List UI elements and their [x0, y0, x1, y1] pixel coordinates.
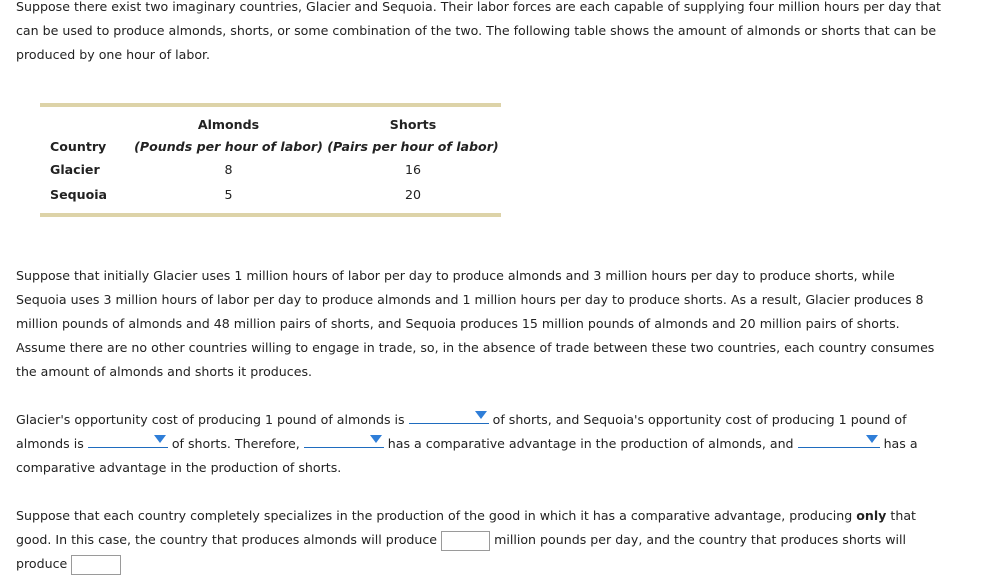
row-almonds: 8 — [224, 162, 233, 177]
table-row — [40, 157, 501, 182]
q1-text-b: of shorts, and Sequoia's opportunity cost of producing 1 pound of almonds is — [16, 412, 907, 451]
row-shorts: 16 — [404, 162, 422, 177]
chevron-down-icon — [866, 435, 878, 443]
question-comparative-advantage — [16, 408, 946, 480]
table-bottom-rule — [40, 213, 501, 217]
production-table — [40, 103, 501, 217]
row-country: Glacier — [50, 162, 100, 177]
row-country: Sequoia — [50, 187, 108, 202]
q1-text-d: has a comparative advantage in the production of almonds, and — [387, 436, 794, 451]
chevron-down-icon — [154, 435, 166, 443]
sequoia-opportunity-cost-dropdown[interactable] — [88, 433, 168, 448]
chevron-down-icon — [370, 435, 382, 443]
q2-text-a: Suppose that each country completely specializes in the production of the good in which it has a comparative advantage, producing — [16, 508, 853, 523]
q1-text-e: has a comparative advantage in the production of shorts. — [16, 436, 918, 475]
shorts-advantage-country-dropdown[interactable] — [798, 433, 880, 448]
q2-emphasis: only — [856, 508, 887, 523]
chevron-down-icon — [475, 411, 487, 419]
shorts-production-input[interactable] — [71, 555, 121, 575]
table-row — [40, 182, 501, 213]
q1-text-c: of shorts. Therefore, — [171, 436, 300, 451]
almonds-advantage-country-dropdown[interactable] — [304, 433, 384, 448]
header-almonds-unit: (Pounds per hour of labor) — [134, 138, 323, 154]
glacier-opportunity-cost-dropdown[interactable] — [409, 409, 489, 424]
header-country: Country — [50, 138, 107, 154]
almonds-production-input[interactable] — [441, 531, 490, 551]
q2-text-b: that good. In this case, the country that produces almonds will produce — [16, 508, 916, 547]
row-almonds: 5 — [224, 187, 233, 202]
q2-text-c: million pounds per day, and the country that produces shorts will produce — [16, 532, 907, 571]
header-almonds: Almonds — [197, 116, 260, 132]
question-specialization — [16, 504, 946, 576]
header-shorts: Shorts — [389, 116, 437, 132]
intro-paragraph: Suppose there exist two imaginary countries, Glacier and Sequoia. Their labor forces are each capable of supplying four million hours per day that can be used to produce almonds, shorts, or some combination of the two. The following table shows the amount of almonds or shorts that can be produced by one hour of labor. — [16, 0, 941, 62]
header-shorts-unit: (Pairs per hour of labor) — [327, 138, 499, 154]
q1-text-a: Glacier's opportunity cost of producing 1 pound of almonds is — [16, 412, 405, 427]
row-shorts: 20 — [404, 187, 422, 202]
scenario-paragraph: Suppose that initially Glacier uses 1 million hours of labor per day to produce almonds and 3 million hours per day to produce shorts, while Sequoia uses 3 million hours of labor per day to produce almonds and 1 million hours per day to produce shorts. As a result, Glacier produces 8 million pounds of almonds and 48 million pairs of shorts, and Sequoia produces 15 million pounds of almonds and 20 million pairs of shorts. Assume there are no other countries willing to engage in trade, so, in the absence of trade between these two countries, each country consumes the amount of almonds and shorts it produces. — [16, 268, 935, 379]
